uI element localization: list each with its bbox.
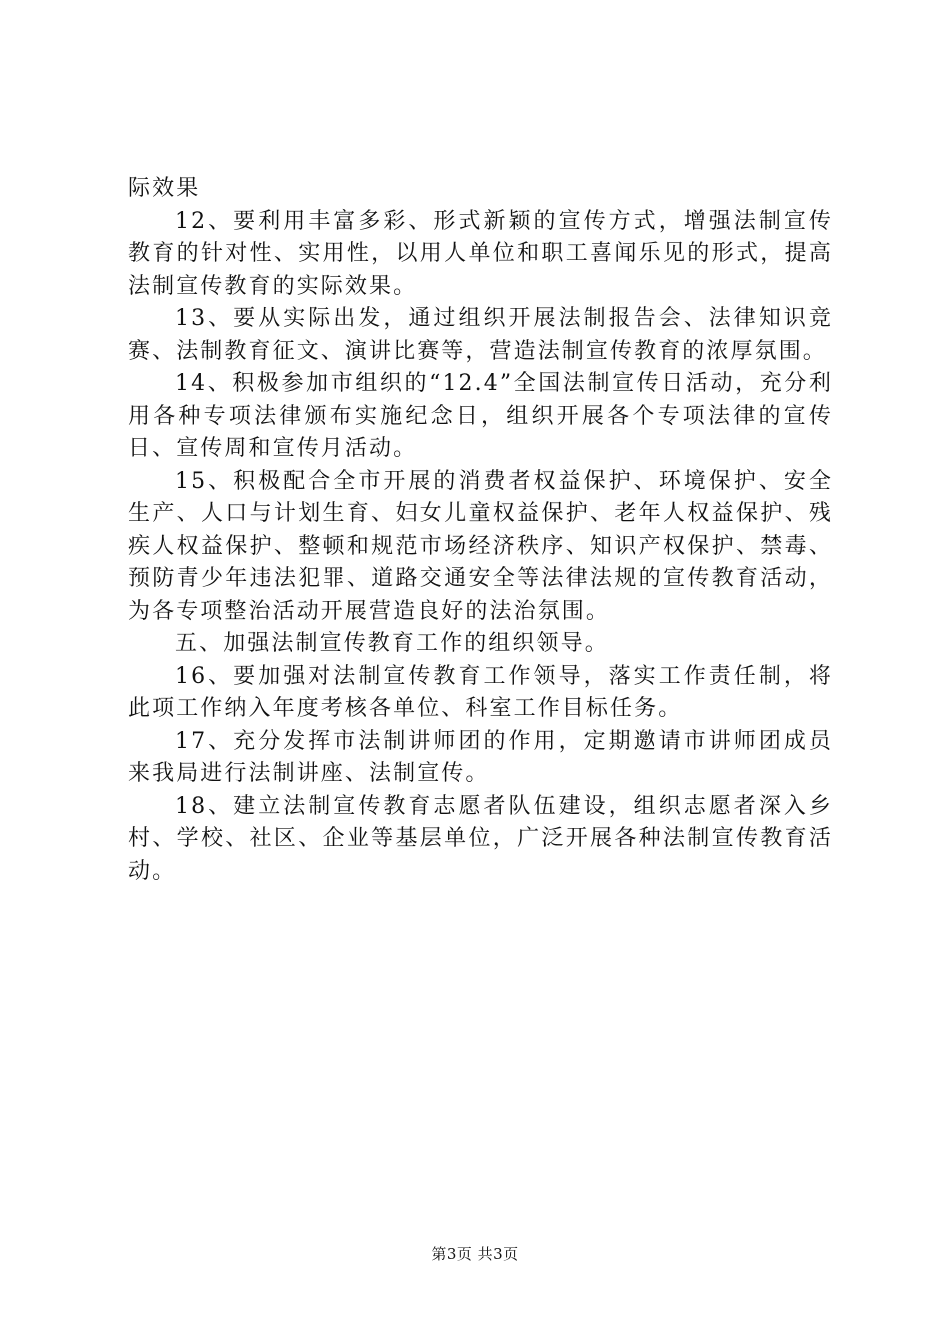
page-number-footer: 第3页 共3页 bbox=[431, 1245, 519, 1263]
paragraph-item-14: 14、积极参加市组织的“12.4”全国法制宣传日活动，充分利用各种专项法律颁布实施纪念日，组织开展各个专项法律的宣传日、宣传周和宣传月活动。 bbox=[128, 371, 833, 461]
document-body bbox=[128, 173, 833, 888]
paragraph-item-16: 16、要加强对法制宣传教育工作领导，落实工作责任制，将此项工作纳入年度考核各单位、科室工作目标任务。 bbox=[128, 663, 833, 721]
section-heading-five: 五、加强法制宣传教育工作的组织领导。 bbox=[175, 631, 609, 656]
paragraph-item-15: 15、积极配合全市开展的消费者权益保护、环境保护、安全生产、人口与计划生育、妇女儿童权益保护、老年人权益保护、残疾人权益保护、整顿和规范市场经济秩序、知识产权保护、禁毒、预防青少年违法犯罪、道路交通安全等法律法规的宣传教育活动，为各专项整治活动开展营造良好的法治氛围。 bbox=[128, 468, 833, 624]
paragraph-item-18: 18、建立法制宣传教育志愿者队伍建设，组织志愿者深入乡村、学校、社区、企业等基层单位，广泛开展各种法制宣传教育活动。 bbox=[128, 793, 833, 884]
paragraph-item-13: 13、要从实际出发，通过组织开展法制报告会、法律知识竞赛、法制教育征文、演讲比赛等，营造法制宣传教育的浓厚氛围。 bbox=[128, 306, 833, 364]
paragraph-item-17: 17、充分发挥市法制讲师团的作用，定期邀请市讲师团成员来我局进行法制讲座、法制宣传。 bbox=[128, 728, 833, 786]
paragraph-item-12: 12、要利用丰富多彩、形式新颖的宣传方式，增强法制宣传教育的针对性、实用性，以用人单位和职工喜闻乐见的形式，提高法制宣传教育的实际效果。 bbox=[128, 208, 833, 299]
paragraph-continuation: 际效果 bbox=[128, 176, 201, 201]
